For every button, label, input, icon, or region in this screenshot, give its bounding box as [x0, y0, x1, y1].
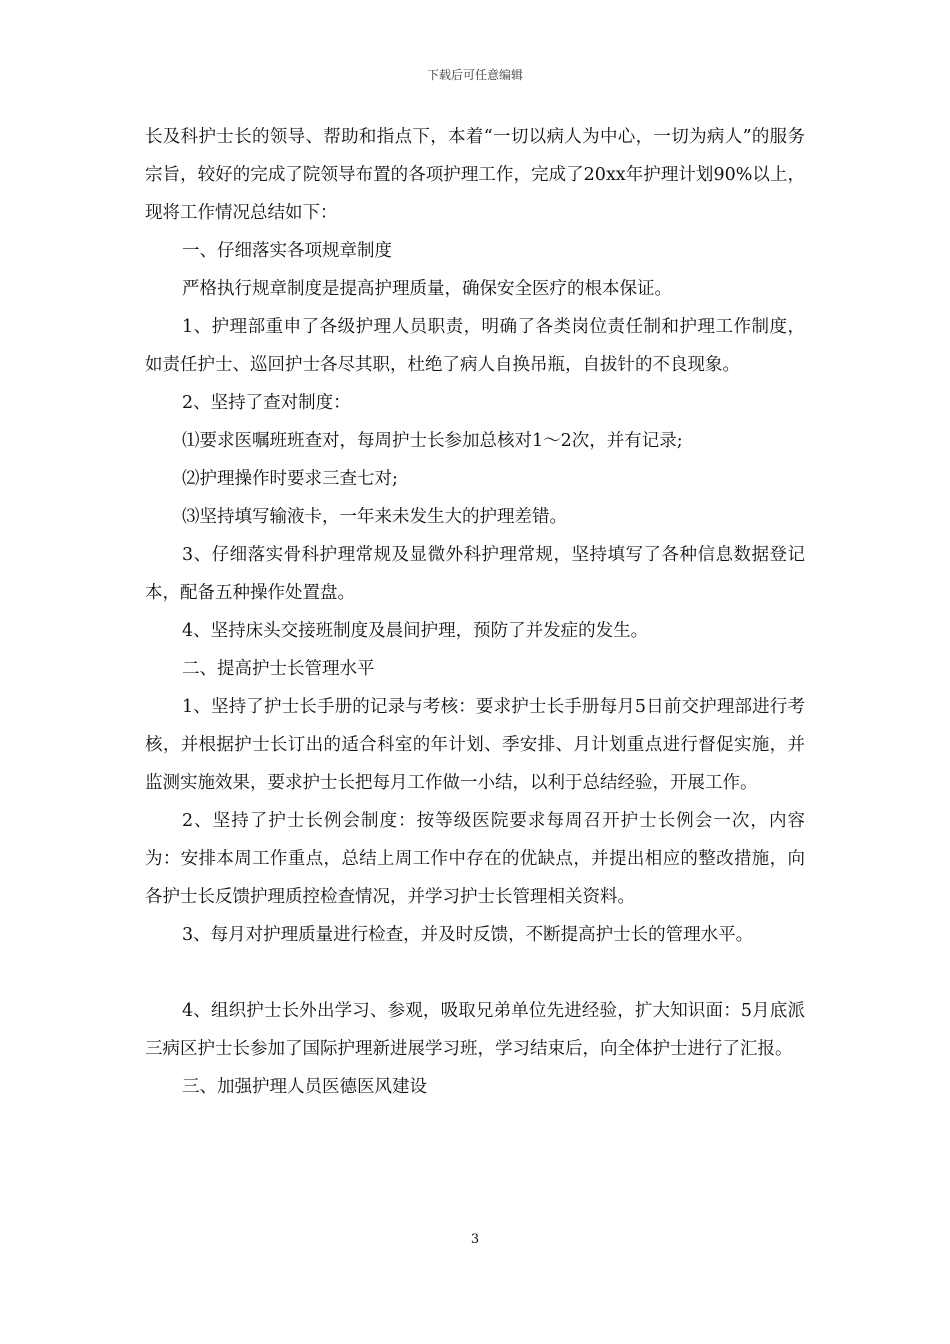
paragraph: 4、坚持床头交接班制度及晨间护理，预防了并发症的发生。: [182, 621, 649, 641]
paragraph: 1、护理部重申了各级护理人员职责，明确了各类岗位责任制和护理工作制度，如责任护士、巡回护士各尽其职，杜绝了病人自换吊瓶，自拔针的不良现象。: [145, 317, 805, 375]
list-item: ⑴要求医嘱班班查对，每周护士长参加总核对1～2次，并有记录;: [182, 431, 683, 451]
paragraph: 4、组织护士长外出学习、参观，吸取兄弟单位先进经验，扩大知识面：5月底派三病区护士长参加了国际护理新进展学习班，学习结束后，向全体护士进行了汇报。: [145, 1001, 805, 1059]
blank-line: [145, 954, 805, 992]
section-heading-3: 三、加强护理人员医德医风建设: [182, 1077, 427, 1097]
list-item: ⑶坚持填写输液卡，一年来未发生大的护理差错。: [182, 507, 567, 527]
document-body: [145, 118, 805, 1106]
list-item: ⑵护理操作时要求三查七对;: [182, 469, 398, 489]
paragraph: 2、坚持了查对制度：: [182, 393, 351, 413]
section-heading-2: 二、提高护士长管理水平: [182, 659, 375, 679]
paragraph: 3、每月对护理质量进行检查，并及时反馈，不断提高护士长的管理水平。: [182, 925, 754, 945]
paragraph: 2、坚持了护士长例会制度：按等级医院要求每周召开护士长例会一次，内容为：安排本周工作重点，总结上周工作中存在的优缺点，并提出相应的整改措施，向各护士长反馈护理质控检查情况，并学习护士长管理相关资料。: [145, 811, 805, 907]
page-header-note: 下载后可任意编辑: [426, 68, 523, 82]
paragraph: 3、仔细落实骨科护理常规及显微外科护理常规，坚持填写了各种信息数据登记本，配备五种操作处置盘。: [145, 545, 805, 603]
paragraph-intro-continuation: 长及科护士长的领导、帮助和指点下，本着“一切以病人为中心，一切为病人”的服务宗旨，较好的完成了院领导布置的各项护理工作，完成了20xx年护理计划90%以上，现将工作情况总结如下：: [145, 127, 805, 223]
section-heading-1: 一、仔细落实各项规章制度: [182, 241, 392, 261]
paragraph: 1、坚持了护士长手册的记录与考核：要求护士长手册每月5日前交护理部进行考核，并根据护士长订出的适合科室的年计划、季安排、月计划重点进行督促实施，并监测实施效果，要求护士长把每月工作做一小结，以利于总结经验，开展工作。: [145, 697, 805, 793]
paragraph: 严格执行规章制度是提高护理质量，确保安全医疗的根本保证。: [182, 279, 672, 299]
page-number: 3: [470, 1232, 480, 1247]
